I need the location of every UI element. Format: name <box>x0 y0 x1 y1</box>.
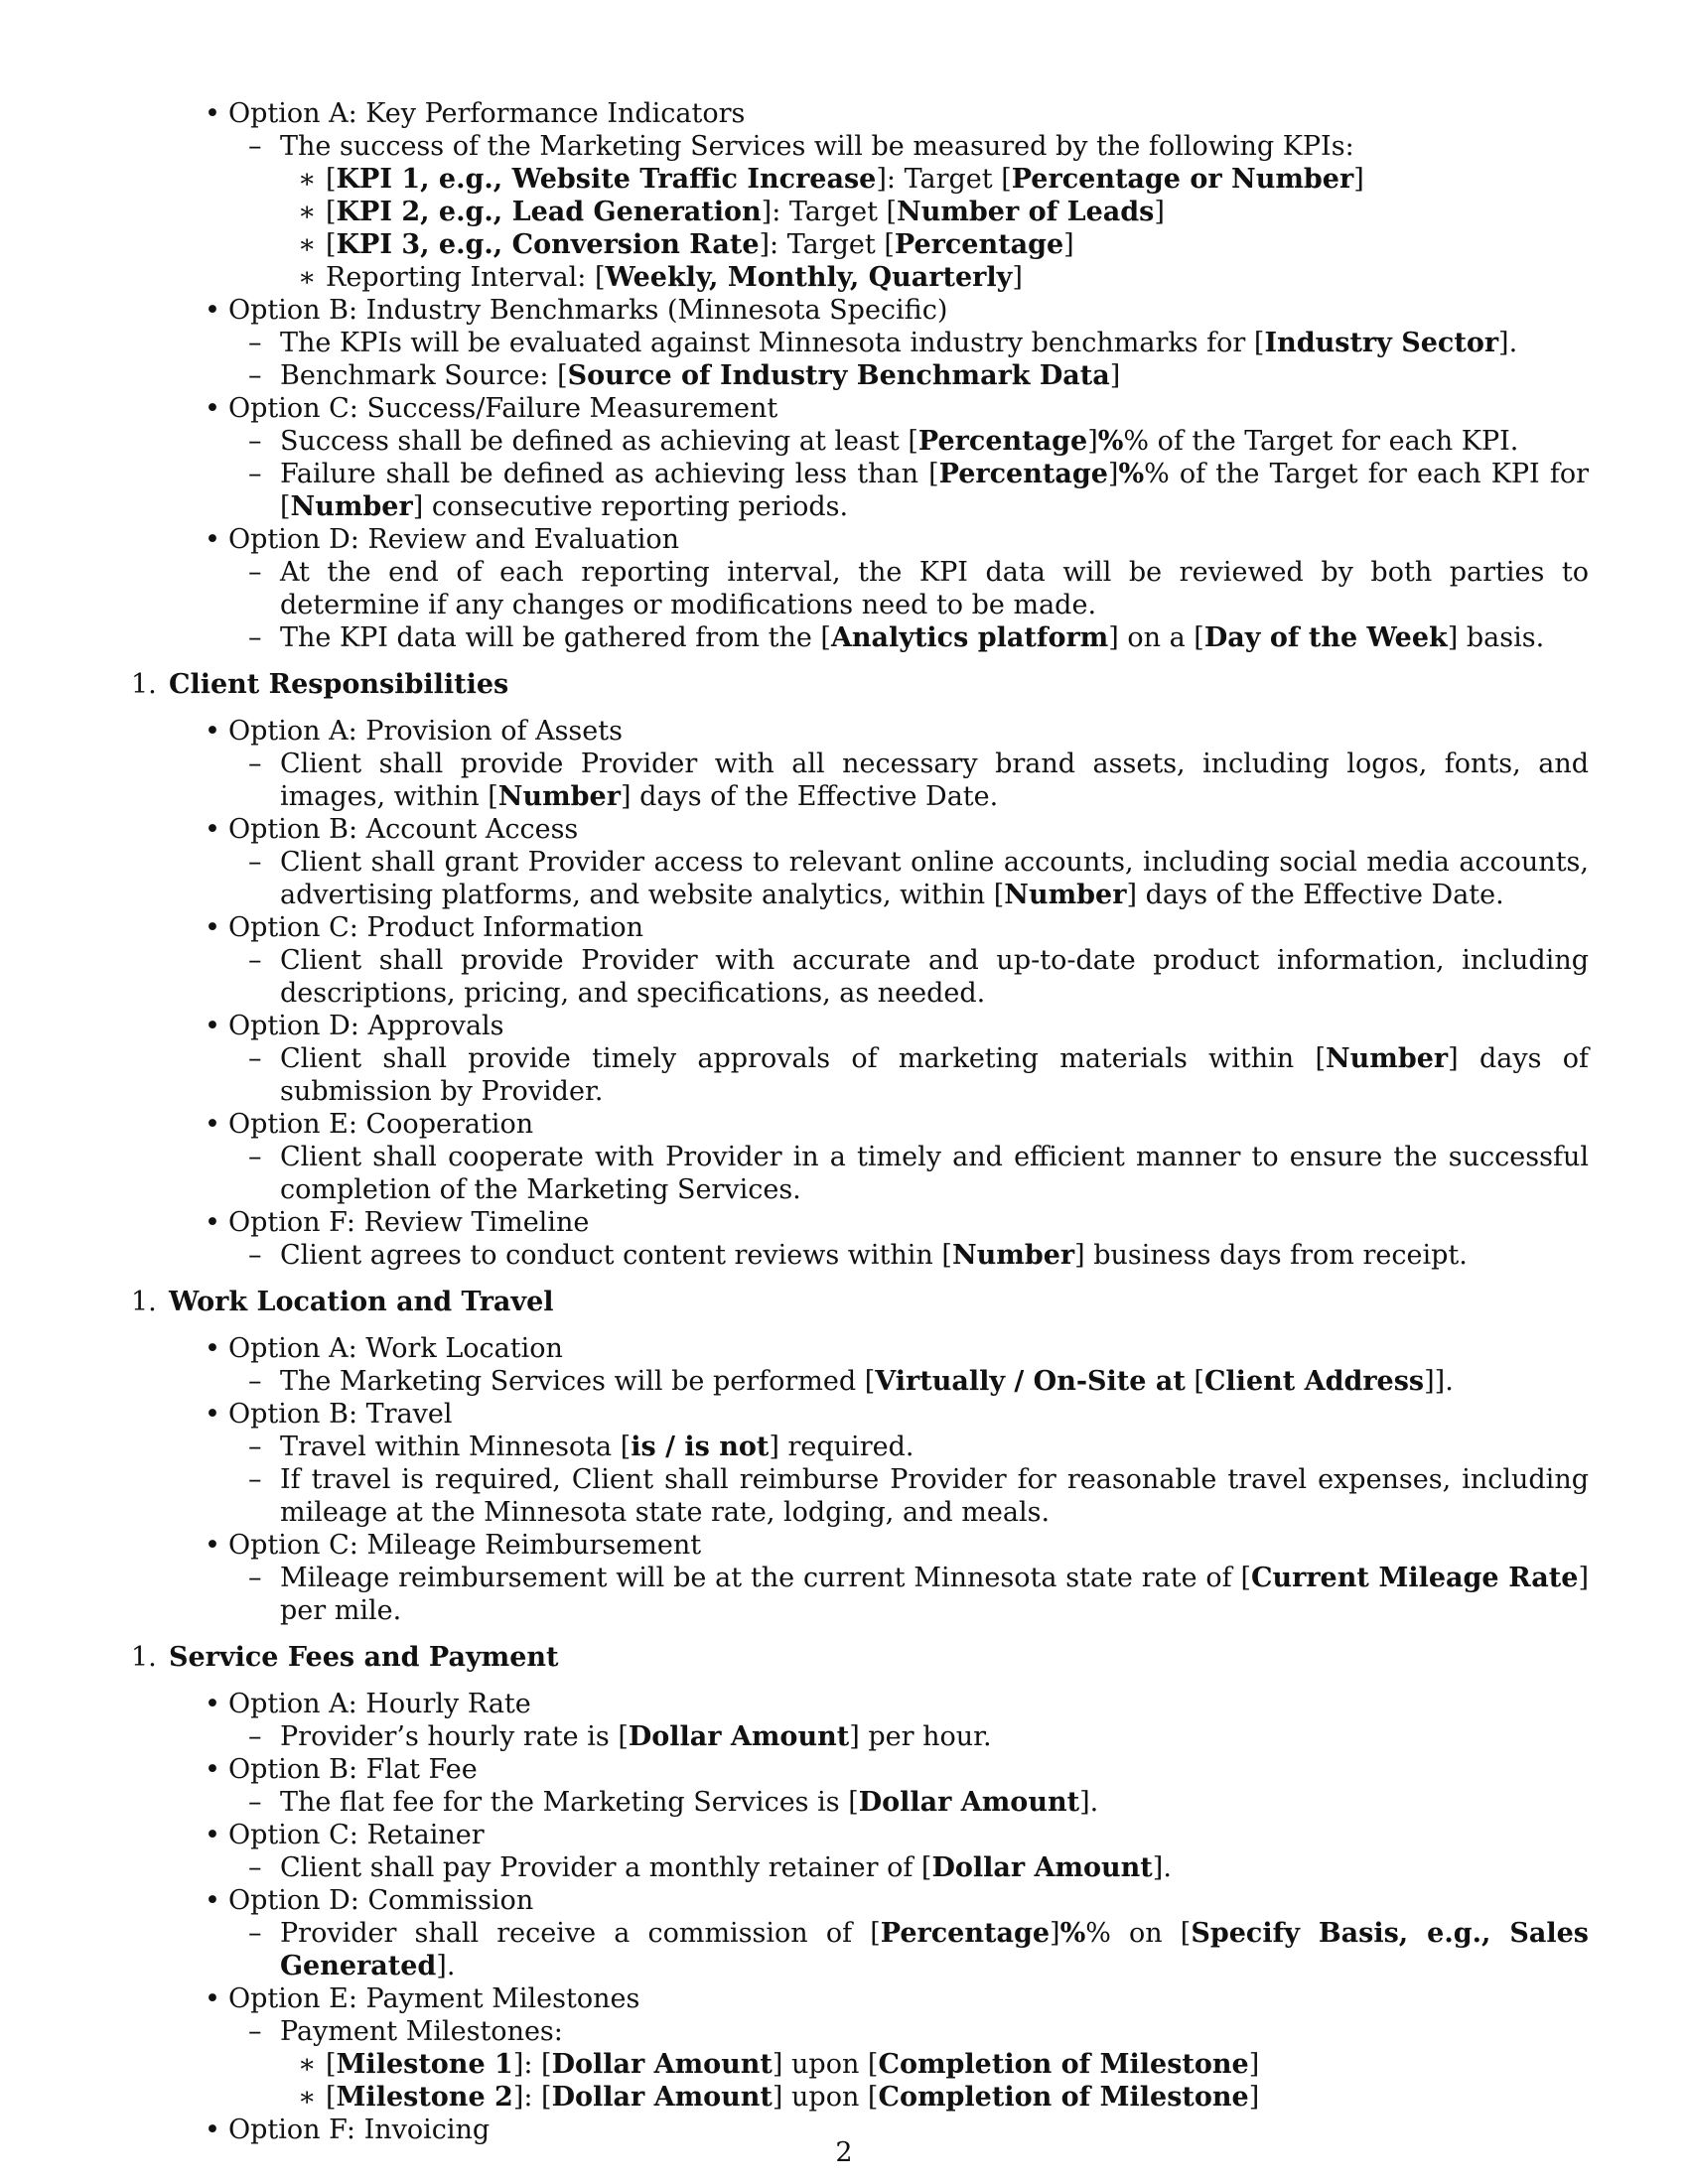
fees-option-a: • Option A: Hourly Rate <box>131 1688 1589 1720</box>
review-text: – At the end of each reporting interval, the KPI data will be reviewed by both parties to determine if any changes or modifications need to be made. <box>131 556 1589 621</box>
page-number: 2 <box>835 2137 853 2168</box>
work-option-b: • Option B: Travel <box>131 1398 1589 1431</box>
kpi-option-a: • Option A: Key Performance Indicators <box>131 97 1589 130</box>
fees-option-f: • Option F: Invoicing <box>131 2114 1589 2146</box>
mileage-text: – Mileage reimbursement will be at the current Minnesota state rate of [Current Mileage Rate] per mile. <box>131 1562 1589 1627</box>
benchmark-source: – Benchmark Source: [Source of Industry Benchmark Data] <box>131 359 1589 392</box>
client-option-f: • Option F: Review Timeline <box>131 1206 1589 1239</box>
client-option-b: • Option B: Account Access <box>131 813 1589 846</box>
retainer-text: – Client shall pay Provider a monthly retainer of [Dollar Amount]. <box>131 1851 1589 1884</box>
reimbursement-text: – If travel is required, Client shall reimburse Provider for reasonable travel expenses, including mileage at the Minnesota state rate, lodging, and meals. <box>131 1463 1589 1529</box>
kpi-3: ∗ [KPI 3, e.g., Conversion Rate]: Target [Percentage] <box>131 228 1589 261</box>
section-service-fees: 1. Service Fees and Payment <box>131 1642 559 1673</box>
kpi-1: ∗ [KPI 1, e.g., Website Traffic Increase]: Target [Percentage or Number] <box>131 163 1589 196</box>
fees-option-b: • Option B: Flat Fee <box>131 1753 1589 1786</box>
document-body <box>131 97 1589 2146</box>
fees-option-d: • Option D: Commission <box>131 1884 1589 1917</box>
flat-fee-text: – The flat fee for the Marketing Services is [Dollar Amount]. <box>131 1786 1589 1819</box>
client-option-a: • Option A: Provision of Assets <box>131 715 1589 748</box>
kpi-intro: – The success of the Marketing Services will be measured by the following KPIs: <box>131 130 1589 163</box>
gather-text: – The KPI data will be gathered from the [Analytics platform] on a [Day of the Week] basis. <box>131 621 1589 654</box>
success-definition: – Success shall be defined as achieving at least [Percentage]%% of the Target for each KPI. <box>131 425 1589 458</box>
location-text: – The Marketing Services will be performed [Virtually / On-Site at [Client Address]]. <box>131 1365 1589 1398</box>
access-text: – Client shall grant Provider access to relevant online accounts, including social media accounts, advertising platforms, and website analytics, within [Number] days of the Effective Date. <box>131 846 1589 911</box>
milestone-2: ∗ [Milestone 2]: [Dollar Amount] upon [Completion of Milestone] <box>131 2081 1589 2114</box>
hourly-text: – Provider’s hourly rate is [Dollar Amount] per hour. <box>131 1720 1589 1753</box>
work-option-a: • Option A: Work Location <box>131 1332 1589 1365</box>
kpi-2: ∗ [KPI 2, e.g., Lead Generation]: Target [Number of Leads] <box>131 196 1589 228</box>
fees-option-e: • Option E: Payment Milestones <box>131 1982 1589 2015</box>
kpi-option-d: • Option D: Review and Evaluation <box>131 523 1589 556</box>
client-option-e: • Option E: Cooperation <box>131 1108 1589 1141</box>
section-client-responsibilities: 1. Client Responsibilities <box>131 669 509 700</box>
product-text: – Client shall provide Provider with accurate and up-to-date product information, including descriptions, pricing, and specifications, as needed. <box>131 944 1589 1010</box>
milestones-label: – Payment Milestones: <box>131 2015 1589 2048</box>
fees-option-c: • Option C: Retainer <box>131 1819 1589 1851</box>
kpi-option-b: • Option B: Industry Benchmarks (Minnesota Specific) <box>131 294 1589 327</box>
approvals-text: – Client shall provide timely approvals of marketing materials within [Number] days of submission by Provider. <box>131 1042 1589 1108</box>
client-option-d: • Option D: Approvals <box>131 1010 1589 1042</box>
benchmark-text: – The KPIs will be evaluated against Minnesota industry benchmarks for [Industry Sector]. <box>131 327 1589 359</box>
commission-text: – Provider shall receive a commission of [Percentage]%% on [Specify Basis, e.g., Sales Generated]. <box>131 1917 1589 1982</box>
failure-definition: – Failure shall be defined as achieving less than [Percentage]%% of the Target for each KPI for [Number] consecutive reporting periods. <box>131 458 1589 523</box>
milestone-1: ∗ [Milestone 1]: [Dollar Amount] upon [Completion of Milestone] <box>131 2048 1589 2081</box>
work-option-c: • Option C: Mileage Reimbursement <box>131 1529 1589 1562</box>
timeline-text: – Client agrees to conduct content reviews within [Number] business days from receipt. <box>131 1239 1589 1272</box>
kpi-reporting-interval: ∗ Reporting Interval: [Weekly, Monthly, Quarterly] <box>131 261 1589 294</box>
travel-text: – Travel within Minnesota [is / is not] required. <box>131 1431 1589 1463</box>
cooperation-text: – Client shall cooperate with Provider in a timely and efficient manner to ensure the successful completion of the Marketing Services. <box>131 1141 1589 1206</box>
client-option-c: • Option C: Product Information <box>131 911 1589 944</box>
section-work-location: 1. Work Location and Travel <box>131 1287 554 1317</box>
kpi-option-c: • Option C: Success/Failure Measurement <box>131 392 1589 425</box>
assets-text: – Client shall provide Provider with all necessary brand assets, including logos, fonts, and images, within [Number] days of the Effective Date. <box>131 748 1589 813</box>
